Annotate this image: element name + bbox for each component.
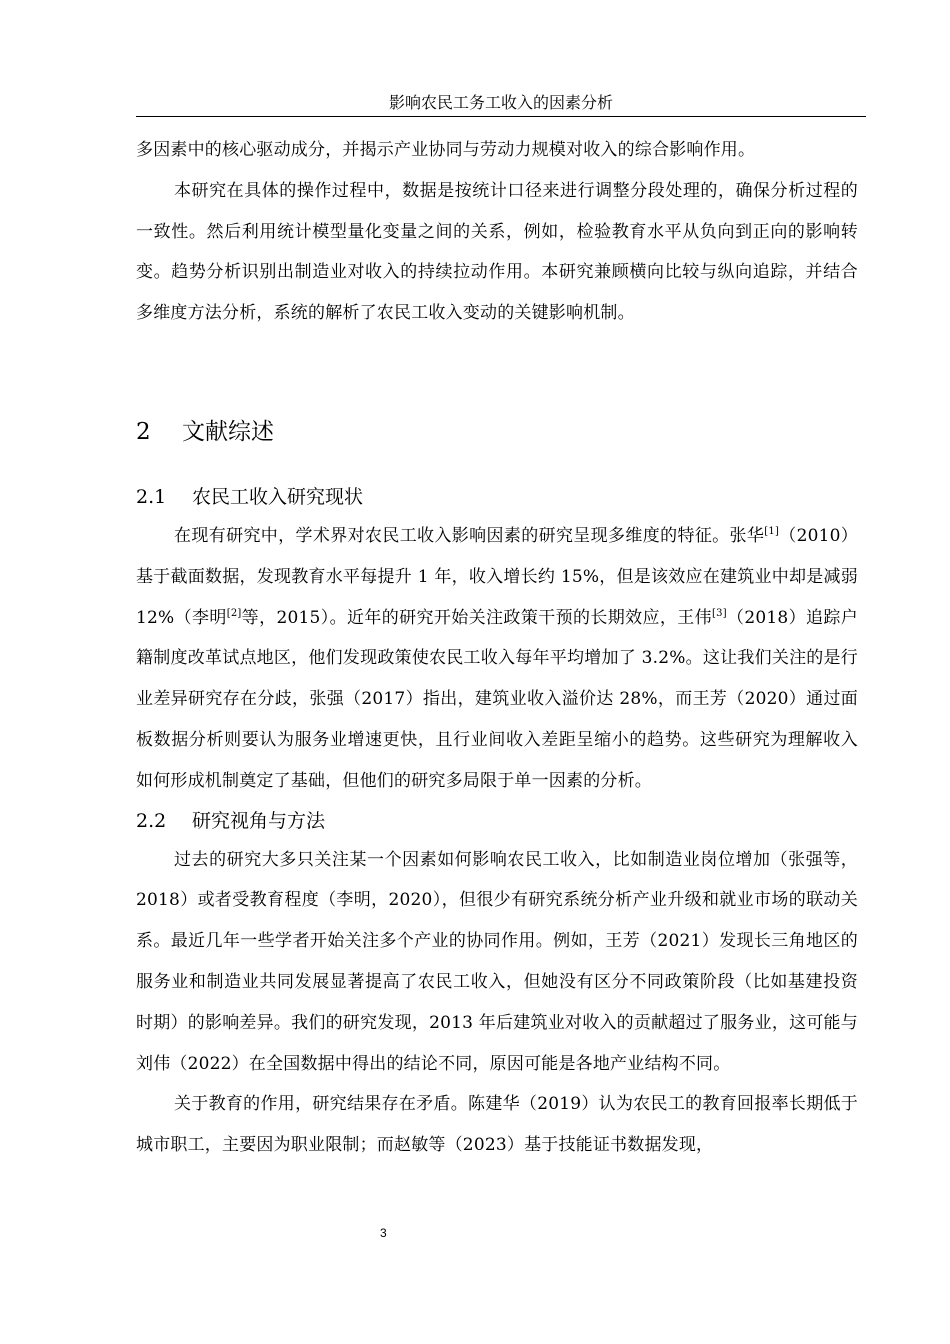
section-2-heading xyxy=(136,412,274,452)
section-2-2-paragraph-2: 关于教育的作用，研究结果存在矛盾。陈建华（2019）认为农民工的教育回报率长期低于城市职工，主要因为职业限制；而赵敏等（2023）基于技能证书数据发现， xyxy=(136,1094,858,1156)
section-2-1-title: 农民工收入研究现状 xyxy=(192,486,364,508)
intro-paragraph-1: 多因素中的核心驱动成分，并揭示产业协同与劳动力规模对收入的综合影响作用。 xyxy=(136,140,756,160)
section-2-number: 2 xyxy=(136,419,151,445)
section-2-1-number: 2.1 xyxy=(136,486,167,508)
section-2-body xyxy=(136,478,858,1166)
text-run: 在现有研究中，学术界对农民工收入影响因素的研究呈现多维度的特征。张华 xyxy=(174,526,765,546)
running-header: 影响农民工务工收入的因素分析 xyxy=(388,93,613,112)
page-number: 3 xyxy=(380,1226,387,1240)
text-run: （2018）追踪户籍制度改革试点地区，他们发现政策使农民工收入每年平均增加了 3.2%。这让我们关注的是行业差异研究存在分歧，张强（2017）指出，建筑业收入溢价达 28%，而王芳（2020）通过面板数据分析则要认为服务业增速更快，且行业间收入差距呈缩小的趋势。这些研究为理解收入如何形成机制奠定了基础，但他们的研究多局限于单一因素的分析。 xyxy=(136,607,858,791)
section-2-2-title: 研究视角与方法 xyxy=(192,809,326,832)
section-2-2-paragraph-1: 过去的研究大多只关注某一个因素如何影响农民工收入，比如制造业岗位增加（张强等，2018）或者受教育程度（李明，2020），但很少有研究系统分析产业升级和就业市场的联动关系。最近几年一些学者开始关注多个产业的协同作用。例如，王芳（2021）发现长三角地区的服务业和制造业共同发展显著提高了农民工收入，但她没有区分不同政策阶段（比如基建投资时期）的影响差异。我们的研究发现，2013 年后建筑业对收入的贡献超过了服务业，这可能与刘伟（2022）在全国数据中得出的结论不同，原因可能是各地产业结构不同。 xyxy=(136,849,858,1074)
citation-ref-3: [3] xyxy=(712,607,727,619)
section-2-1-paragraph xyxy=(136,516,858,802)
section-2-1-heading xyxy=(136,478,858,516)
section-2-2-number: 2.2 xyxy=(136,809,167,832)
intro-paragraph-2: 本研究在具体的操作过程中，数据是按统计口径来进行调整分段处理的，确保分析过程的一致性。然后利用统计模型量化变量之间的关系，例如，检验教育水平从负向到正向的影响转变。趋势分析识别出制造业对收入的持续拉动作用。本研究兼顾横向比较与纵向追踪，并结合多维度方法分析，系统的解析了农民工收入变动的关键影响机制。 xyxy=(136,180,858,324)
citation-ref-2: [2] xyxy=(226,607,242,619)
section-2-title: 文献综述 xyxy=(182,419,274,445)
text-run: 等，2015）。近年的研究开始关注政策干预的长期效应，王伟 xyxy=(241,607,713,628)
intro-block xyxy=(136,130,858,334)
section-2-2-heading xyxy=(136,802,858,840)
text-run: （2010）基于截面数据，发现教育水平每提升 1 年，收入增长约 15%，但是该效应在建筑业中却是减弱 12%（李明 xyxy=(136,526,858,628)
header-rule xyxy=(136,116,866,117)
citation-ref-1: [1] xyxy=(764,526,780,537)
